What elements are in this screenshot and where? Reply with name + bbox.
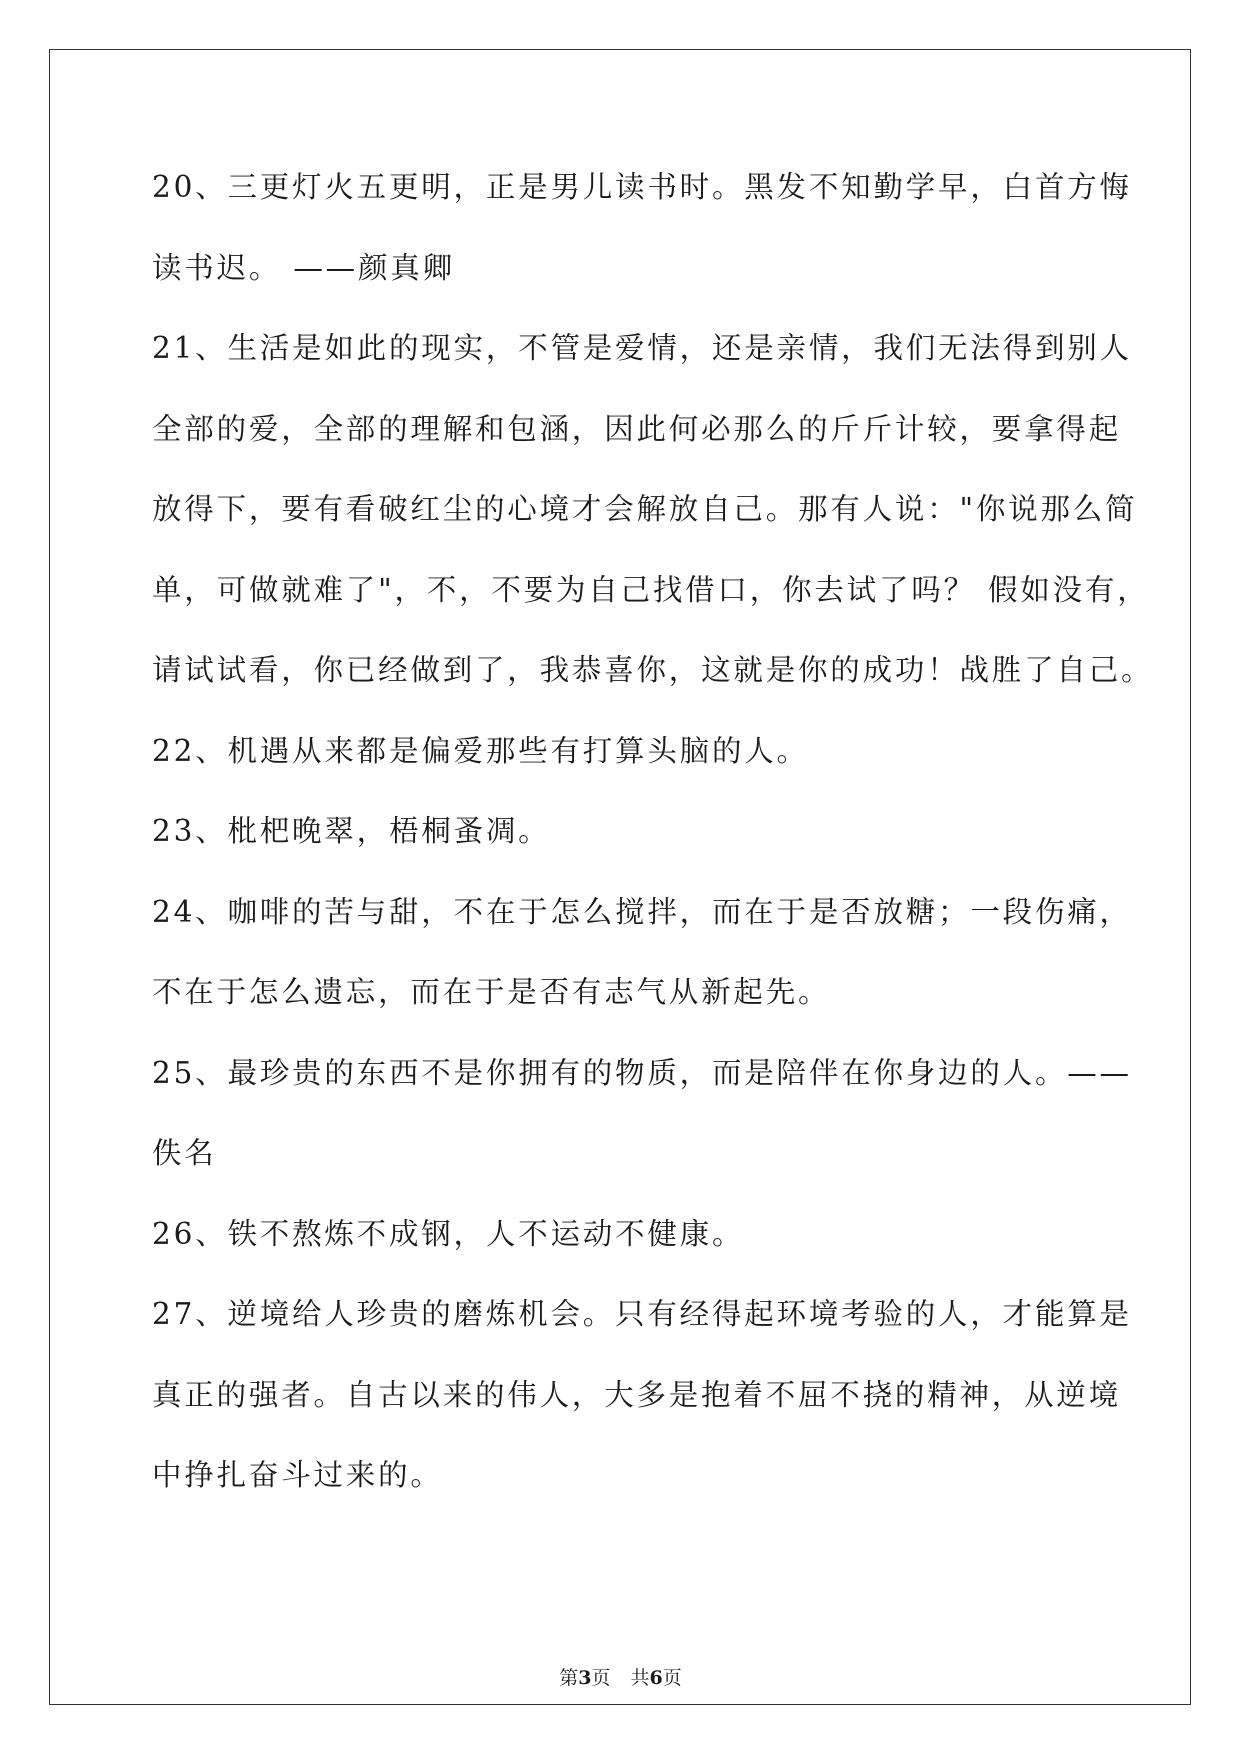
text-line: 请试试看，你已经做到了，我恭喜你，这就是你的成功！战胜了自己。 [152,653,1154,687]
text-line: 中挣扎奋斗过来的。 [152,1458,443,1492]
text-line: 读书迟。 ——颜真卿 [152,250,455,285]
text-line: 单，可做就难了"，不，不要为自己找借口，你去试了吗？ 假如没有， [152,572,1150,607]
text-line: 佚名 [152,1136,217,1170]
text-line: 23、枇杷晚翠，梧桐蚤凋。 [152,814,551,848]
text-line: 22、机遇从来都是偏爱那些有打算头脑的人。 [152,733,809,768]
document-body [152,162,1154,1531]
total-pages: 6 [649,1667,663,1689]
page-suffix: 页 [591,1667,611,1689]
text-line: 不在于怎么遗忘，而在于是否有志气从新起先。 [152,975,831,1009]
text-line: 20、三更灯火五更明，正是男儿读书时。黑发不知勤学早，白首方悔 [152,170,1132,204]
text-line: 21、生活是如此的现实，不管是爱情，还是亲情，我们无法得到别人 [152,331,1132,365]
text-line: 25、最珍贵的东西不是你拥有的物质，而是陪伴在你身边的人。—— [152,1055,1132,1090]
total-prefix: 共 [630,1667,650,1689]
page-number: 3 [578,1667,592,1689]
text-line: 27、逆境给人珍贵的磨炼机会。只有经得起环境考验的人，才能算是 [152,1297,1132,1331]
total-suffix: 页 [662,1667,682,1689]
text-line: 真正的强者。自古以来的伟人，大多是抱着不屈不挠的精神，从逆境 [152,1377,1122,1412]
page-footer [0,1666,1241,1690]
text-line: 24、咖啡的苦与甜，不在于怎么搅拌，而在于是否放糖；一段伤痛， [152,894,1132,929]
text-line: 放得下，要有看破红尘的心境才会解放自己。那有人说："你说那么简 [152,492,1138,526]
footer-prefix: 第 [559,1667,579,1689]
text-line: 全部的爱，全部的理解和包涵，因此何必那么的斤斤计较，要拿得起 [152,411,1122,446]
text-line: 26、铁不熬炼不成钢，人不运动不健康。 [152,1216,745,1251]
